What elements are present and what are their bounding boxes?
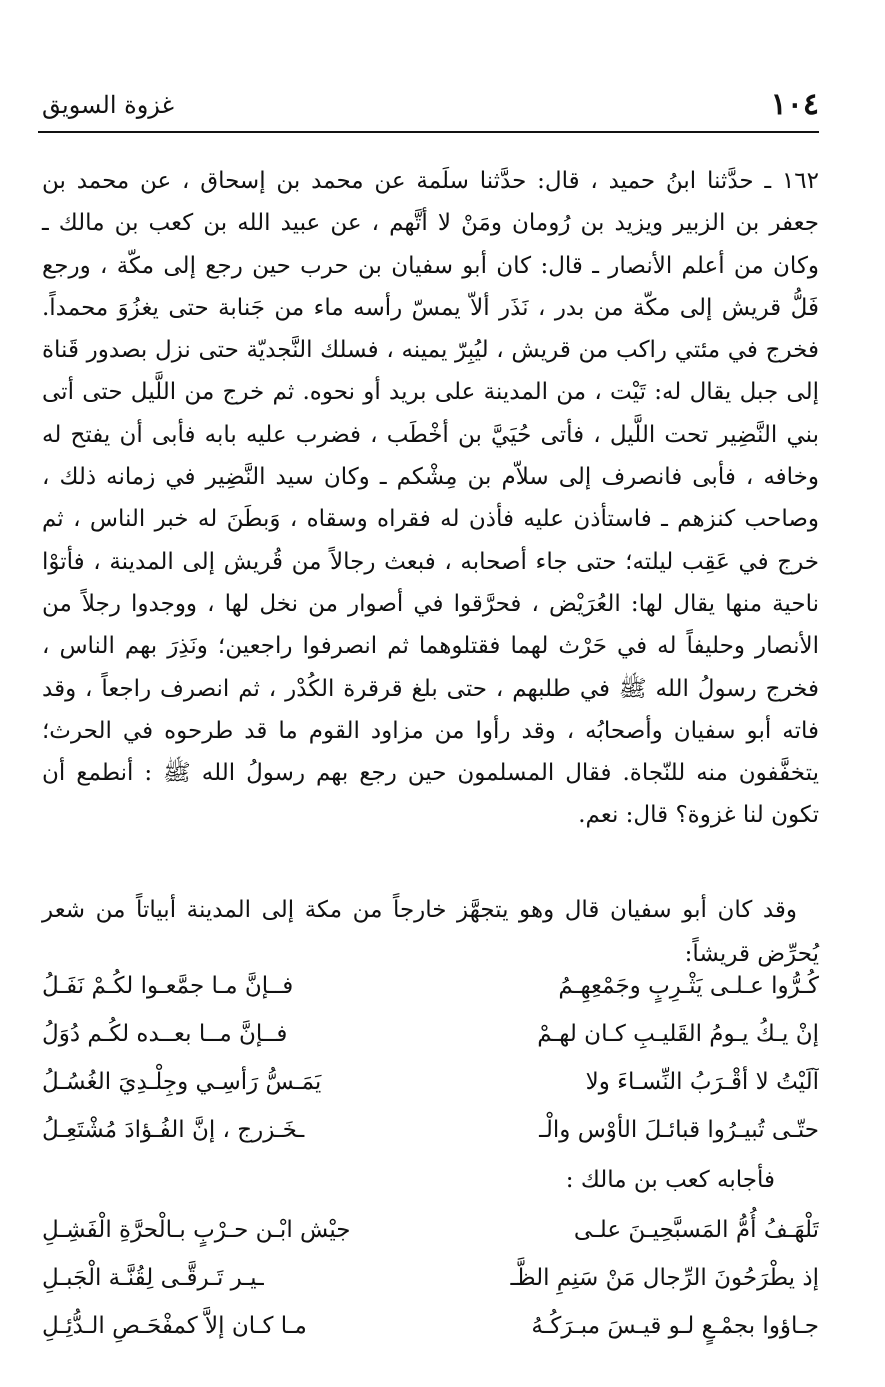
verse-first-hemistich: آلَيْتُ لا أقْـرَبُ النِّسـاءَ ولا xyxy=(585,1069,819,1095)
verse-second-hemistich: ـيـر تَـرقَّـى لِقُنَّـة الْجَبـلِ xyxy=(42,1265,264,1291)
header-rule xyxy=(38,131,819,133)
verse-line xyxy=(42,1254,819,1302)
verse-line xyxy=(42,962,819,1010)
page-number: ١٠٤ xyxy=(770,87,819,122)
main-text xyxy=(42,160,819,837)
paragraph-hadith-162: ١٦٢ ـ حدَّثنا ابنُ حميد ، قال: حدَّثنا سلَمة عن محمد بن إسحاق ، عن محمد بن جعفر بن الزبير ويزيد بن رُومان ومَنْ لا أتَّهم ، عن عبيد الله بن كعب بن مالك ـ وكان من أعلم الأنصار ـ قال: كان أبو سفيان بن حرب حين رجع إلى مكّة ، ورجع فَلُّ قريش إلى مكّة من بدر ، نَذَر ألاّ يمسّ رأسه ماء من جَنابة حتى يغزُوَ محمداً. فخرج في مئتي راكب من قريش ، ليُبِرّ يمينه ، فسلك النَّجديّة حتى نزل بصدور قَناة إلى جبل يقال له: تَيْت ، من المدينة على بريد أو نحوه. ثم خرج من اللَّيل حتى أتى بني النَّضِير تحت اللَّيل ، فأتى حُيَيَّ بن أخْطَب ، فضرب عليه بابه فأبى أن يفتح له وخافه ، فأبى فانصرف إلى سلاّم بن مِشْكم ـ وكان سيد النَّضِير في زمانه ذلك ، وصاحب كنزهم ـ فاستأذن عليه فأذن له فقراه وسقاه ، وَبطَنَ له خبر الناس ، ثم خرج في عَقِب ليلته؛ حتى جاء أصحابه ، فبعث رجالاً من قُريش إلى المدينة ، فأتوْا ناحية منها يقال لها: العُرَيْض ، فحرَّقوا في أصوار من نخل لها ، ووجدوا رجلاً من الأنصار وحليفاً له في حَرْث لهما فقتلوهما ثم انصرفوا راجعين؛ ونَذِرَ بهم الناس ، فخرج رسولُ الله ﷺ في طلبهم ، حتى بلغ قرقرة الكُدْر ، ثم انصرف راجعاً ، وقد فاته أبو سفيان وأصحابُه ، وقد رأوا من مزاود القوم ما قد طرحوه في الحرث؛ يتخفَّفون منه للنّجاة. فقال المسلمون حين رجع بهم رسولُ الله ﷺ : أنطمع أن تكون لنا غزوة؟ قال: نعم. xyxy=(42,168,819,829)
verse-line xyxy=(42,1010,819,1058)
verse-line xyxy=(42,1106,819,1154)
verse-second-hemistich: فــإنَّ مــا بعــده لكُـم دُوَلُ xyxy=(42,1021,288,1047)
verse-line xyxy=(42,1302,819,1350)
verse-second-hemistich: يَمَـسُّ رَأسِـي وجِلْـدِيَ الغُسُـلُ xyxy=(42,1069,322,1095)
verse-first-hemistich: حتّـى تُبيـرُوا قبائـلَ الأوْس والْـ xyxy=(539,1117,819,1143)
poem-kaab-reply xyxy=(42,1206,819,1350)
running-title: غزوة السويق xyxy=(42,91,175,119)
page-header xyxy=(42,88,819,132)
paragraph-abu-sufyan-verses: وقد كان أبو سفيان قال وهو يتجهَّز خارجاً من مكة إلى المدينة أبياتاً من شعر يُحرِّض قريشاً: xyxy=(42,897,819,967)
verse-first-hemistich: تَلْهَـفُ أُمُّ المَسبَّحِيـنَ علـى xyxy=(573,1217,819,1243)
verse-first-hemistich: إنْ يـكُ يـومُ القَليـبِ كـان لهـمْ xyxy=(537,1021,819,1047)
poem-abu-sufyan xyxy=(42,962,819,1154)
verse-first-hemistich: كُـرُّوا عـلـى يَثْـرِبٍ وجَمْعِهِـمُ xyxy=(558,973,819,999)
verse-second-hemistich: فــإنَّ مـا جمَّعـوا لكُـمْ نَفَـلُ xyxy=(42,973,294,999)
verse-second-hemistich: جيْش ابْـن حـرْبٍ بـالْحرَّةِ الْفَشِـلِ xyxy=(42,1217,351,1243)
poem-reply-intro: فأجابه كعب بن مالك : xyxy=(565,1167,775,1193)
verse-first-hemistich: إذ يطْرَحُونَ الرِّجال مَنْ سَنِمِ الظَّـ xyxy=(510,1265,819,1291)
verse-first-hemistich: جـاؤوا بجمْـعٍ لـو قيـسَ مبـرَكُـهُ xyxy=(531,1313,819,1339)
verse-second-hemistich: مـا كـان إلاَّ كمفْحَـصِ الـدُّئِـلِ xyxy=(42,1313,307,1339)
verse-line xyxy=(42,1058,819,1106)
verse-second-hemistich: ـخَـزرج ، إنَّ الفُـؤادَ مُشْتَعِـلُ xyxy=(42,1117,305,1143)
verse-line xyxy=(42,1206,819,1254)
